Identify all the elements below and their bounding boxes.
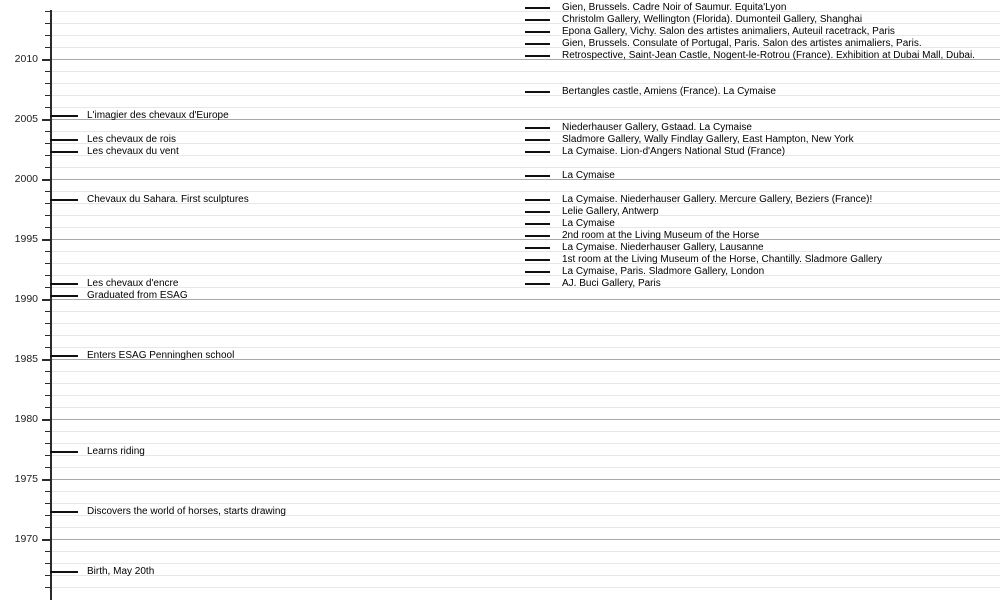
minor-gridline-1978 bbox=[50, 443, 1000, 444]
minor-gridline-1979 bbox=[50, 431, 1000, 432]
event-marker-dash bbox=[525, 259, 550, 261]
minor-tick-1992 bbox=[45, 275, 50, 276]
minor-tick-1984 bbox=[45, 371, 50, 372]
event-marker-dash bbox=[50, 511, 78, 513]
major-tick-2000 bbox=[42, 179, 50, 181]
event-marker-dash bbox=[525, 199, 550, 201]
timeline-event-left-2003 bbox=[50, 134, 176, 146]
minor-tick-1987 bbox=[45, 335, 50, 336]
event-marker-dash bbox=[525, 223, 550, 225]
major-gridline-1975 bbox=[50, 479, 1000, 480]
minor-gridline-1988 bbox=[50, 323, 1000, 324]
event-marker-dash bbox=[525, 31, 550, 33]
event-label: 1st room at the Living Museum of the Horse, Chantilly. Sladmore Gallery bbox=[562, 253, 882, 265]
event-label: Learns riding bbox=[87, 445, 145, 457]
minor-tick-1981 bbox=[45, 407, 50, 408]
minor-tick-1973 bbox=[45, 503, 50, 504]
minor-gridline-1969 bbox=[50, 551, 1000, 552]
event-marker-dash bbox=[50, 571, 78, 573]
minor-tick-1986 bbox=[45, 347, 50, 348]
event-marker-dash bbox=[525, 247, 550, 249]
event-marker-dash bbox=[50, 295, 78, 297]
minor-gridline-1999 bbox=[50, 191, 1000, 192]
event-label: Graduated from ESAG bbox=[87, 289, 188, 301]
timeline-event-right-2011 bbox=[525, 38, 922, 50]
minor-tick-1989 bbox=[45, 311, 50, 312]
minor-gridline-1982 bbox=[50, 395, 1000, 396]
event-marker-dash bbox=[525, 19, 550, 21]
major-tick-1980 bbox=[42, 419, 50, 421]
event-label: La Cymaise bbox=[562, 217, 615, 229]
timeline-event-right-2012 bbox=[525, 26, 895, 38]
event-label: Enters ESAG Penninghen school bbox=[87, 349, 235, 361]
minor-gridline-1967 bbox=[50, 575, 1000, 576]
timeline-event-right-2014 bbox=[525, 2, 786, 14]
event-marker-dash bbox=[50, 355, 78, 357]
major-gridline-1970 bbox=[50, 539, 1000, 540]
minor-gridline-1974 bbox=[50, 491, 1000, 492]
event-label: Les chevaux de rois bbox=[87, 133, 176, 145]
minor-tick-1996 bbox=[45, 227, 50, 228]
major-tick-1995 bbox=[42, 239, 50, 241]
timeline-event-left-1991 bbox=[50, 278, 178, 290]
event-label: La Cymaise. Lion-d'Angers National Stud (France) bbox=[562, 145, 786, 157]
event-marker-dash bbox=[50, 283, 78, 285]
event-label: La Cymaise, Paris. Sladmore Gallery, London bbox=[562, 265, 765, 277]
event-marker-dash bbox=[525, 151, 550, 153]
event-label: L'imagier des chevaux d'Europe bbox=[87, 109, 229, 121]
timeline-event-right-1994 bbox=[525, 242, 764, 254]
major-tick-2005 bbox=[42, 119, 50, 121]
event-marker-dash bbox=[525, 91, 550, 93]
timeline-event-right-1998 bbox=[525, 194, 872, 206]
minor-gridline-1987 bbox=[50, 335, 1000, 336]
event-label: La Cymaise. Niederhauser Gallery. Mercure Gallery, Beziers (France)! bbox=[562, 193, 873, 205]
minor-gridline-2006 bbox=[50, 107, 1000, 108]
timeline-event-left-1967 bbox=[50, 566, 154, 578]
event-marker-dash bbox=[50, 451, 78, 453]
timeline-event-left-1985 bbox=[50, 350, 234, 362]
minor-tick-1988 bbox=[45, 323, 50, 324]
minor-tick-1969 bbox=[45, 551, 50, 552]
minor-gridline-2001 bbox=[50, 167, 1000, 168]
minor-gridline-1971 bbox=[50, 527, 1000, 528]
event-label: 2nd room at the Living Museum of the Horse bbox=[562, 229, 760, 241]
timeline-event-right-2003 bbox=[525, 134, 854, 146]
timeline-event-right-1992 bbox=[525, 266, 764, 278]
event-label: Retrospective, Saint-Jean Castle, Nogent-le-Rotrou (France). Exhibition at Dubai Mall, Dubai. bbox=[562, 49, 975, 61]
event-label: Discovers the world of horses, starts drawing bbox=[87, 505, 286, 517]
event-label: Lelie Gallery, Antwerp bbox=[562, 205, 659, 217]
timeline-event-left-1972 bbox=[50, 506, 286, 518]
minor-tick-2012 bbox=[45, 35, 50, 36]
timeline-event-left-1998 bbox=[50, 194, 249, 206]
event-label: AJ. Buci Gallery, Paris bbox=[562, 277, 661, 289]
minor-gridline-1981 bbox=[50, 407, 1000, 408]
minor-tick-2007 bbox=[45, 95, 50, 96]
major-tick-1975 bbox=[42, 479, 50, 481]
axis-year-label-1975: 1975 bbox=[14, 473, 38, 486]
axis-year-label-2010: 2010 bbox=[14, 53, 38, 66]
major-tick-2010 bbox=[42, 59, 50, 61]
timeline-event-right-1996 bbox=[525, 218, 615, 230]
minor-tick-1997 bbox=[45, 215, 50, 216]
minor-gridline-1983 bbox=[50, 383, 1000, 384]
timeline-event-right-2002 bbox=[525, 146, 785, 158]
minor-gridline-2009 bbox=[50, 71, 1000, 72]
minor-tick-1979 bbox=[45, 431, 50, 432]
timeline-event-right-1997 bbox=[525, 206, 659, 218]
minor-tick-1983 bbox=[45, 383, 50, 384]
event-label: La Cymaise. Niederhauser Gallery, Lausanne bbox=[562, 241, 764, 253]
event-marker-dash bbox=[525, 175, 550, 177]
event-marker-dash bbox=[525, 139, 550, 141]
minor-tick-2001 bbox=[45, 167, 50, 168]
event-label: Chevaux du Sahara. First sculptures bbox=[87, 193, 249, 205]
minor-tick-1974 bbox=[45, 491, 50, 492]
minor-tick-2013 bbox=[45, 23, 50, 24]
minor-tick-2006 bbox=[45, 107, 50, 108]
event-label: Christolm Gallery, Wellington (Florida). Dumonteil Gallery, Shanghai bbox=[562, 13, 863, 25]
event-marker-dash bbox=[50, 151, 78, 153]
event-marker-dash bbox=[525, 283, 550, 285]
event-label: Gien, Brussels. Consulate of Portugal, Paris. Salon des artistes animaliers, Paris. bbox=[562, 37, 922, 49]
event-label: Birth, May 20th bbox=[87, 565, 155, 577]
event-marker-dash bbox=[525, 7, 550, 9]
axis-year-label-1995: 1995 bbox=[14, 233, 38, 246]
timeline-event-right-2007 bbox=[525, 86, 776, 98]
event-label: Epona Gallery, Vichy. Salon des artistes animaliers, Auteuil racetrack, Paris bbox=[562, 25, 895, 37]
minor-tick-1978 bbox=[45, 443, 50, 444]
minor-gridline-1984 bbox=[50, 371, 1000, 372]
minor-gridline-1977 bbox=[50, 455, 1000, 456]
minor-tick-2014 bbox=[45, 11, 50, 12]
major-gridline-1980 bbox=[50, 419, 1000, 420]
event-label: Gien, Brussels. Cadre Noir of Saumur. Equita'Lyon bbox=[562, 1, 787, 13]
minor-tick-1982 bbox=[45, 395, 50, 396]
axis-year-label-1990: 1990 bbox=[14, 293, 38, 306]
minor-gridline-1986 bbox=[50, 347, 1000, 348]
event-label: Les chevaux d'encre bbox=[87, 277, 179, 289]
minor-tick-2004 bbox=[45, 131, 50, 132]
minor-tick-1976 bbox=[45, 467, 50, 468]
timeline-event-right-2000 bbox=[525, 170, 615, 182]
minor-tick-1966 bbox=[45, 587, 50, 588]
timeline-event-right-1995 bbox=[525, 230, 759, 242]
event-marker-dash bbox=[525, 55, 550, 57]
event-marker-dash bbox=[525, 43, 550, 45]
major-tick-1970 bbox=[42, 539, 50, 541]
timeline-event-left-2005 bbox=[50, 110, 229, 122]
timeline-event-left-2002 bbox=[50, 146, 179, 158]
timeline-event-right-2010 bbox=[525, 50, 975, 62]
timeline-event-right-1991 bbox=[525, 278, 661, 290]
axis-year-label-2005: 2005 bbox=[14, 113, 38, 126]
event-marker-dash bbox=[50, 115, 78, 117]
event-marker-dash bbox=[525, 235, 550, 237]
event-marker-dash bbox=[525, 271, 550, 273]
timeline-event-right-1993 bbox=[525, 254, 882, 266]
event-label: Les chevaux du vent bbox=[87, 145, 179, 157]
minor-tick-1968 bbox=[45, 563, 50, 564]
minor-gridline-1968 bbox=[50, 563, 1000, 564]
event-marker-dash bbox=[50, 199, 78, 201]
axis-year-label-2000: 2000 bbox=[14, 173, 38, 186]
event-label: Niederhauser Gallery, Gstaad. La Cymaise bbox=[562, 121, 752, 133]
event-label: Bertangles castle, Amiens (France). La Cymaise bbox=[562, 85, 776, 97]
minor-tick-1999 bbox=[45, 191, 50, 192]
axis-year-label-1985: 1985 bbox=[14, 353, 38, 366]
minor-gridline-2008 bbox=[50, 83, 1000, 84]
axis-year-label-1980: 1980 bbox=[14, 413, 38, 426]
axis-year-label-1970: 1970 bbox=[14, 533, 38, 546]
event-marker-dash bbox=[525, 211, 550, 213]
timeline-event-right-2004 bbox=[525, 122, 752, 134]
minor-tick-2008 bbox=[45, 83, 50, 84]
minor-tick-1971 bbox=[45, 527, 50, 528]
minor-tick-1993 bbox=[45, 263, 50, 264]
minor-gridline-1989 bbox=[50, 311, 1000, 312]
event-marker-dash bbox=[50, 139, 78, 141]
timeline-event-right-2013 bbox=[525, 14, 862, 26]
event-marker-dash bbox=[525, 127, 550, 129]
major-tick-1985 bbox=[42, 359, 50, 361]
minor-gridline-1973 bbox=[50, 503, 1000, 504]
major-gridline-1990 bbox=[50, 299, 1000, 300]
timeline-event-left-1990 bbox=[50, 290, 188, 302]
minor-tick-2009 bbox=[45, 71, 50, 72]
minor-tick-2011 bbox=[45, 47, 50, 48]
minor-gridline-1976 bbox=[50, 467, 1000, 468]
minor-tick-1994 bbox=[45, 251, 50, 252]
event-label: La Cymaise bbox=[562, 169, 615, 181]
minor-gridline-1966 bbox=[50, 587, 1000, 588]
timeline-event-left-1977 bbox=[50, 446, 145, 458]
major-tick-1990 bbox=[42, 299, 50, 301]
event-label: Sladmore Gallery, Wally Findlay Gallery, East Hampton, New York bbox=[562, 133, 854, 145]
